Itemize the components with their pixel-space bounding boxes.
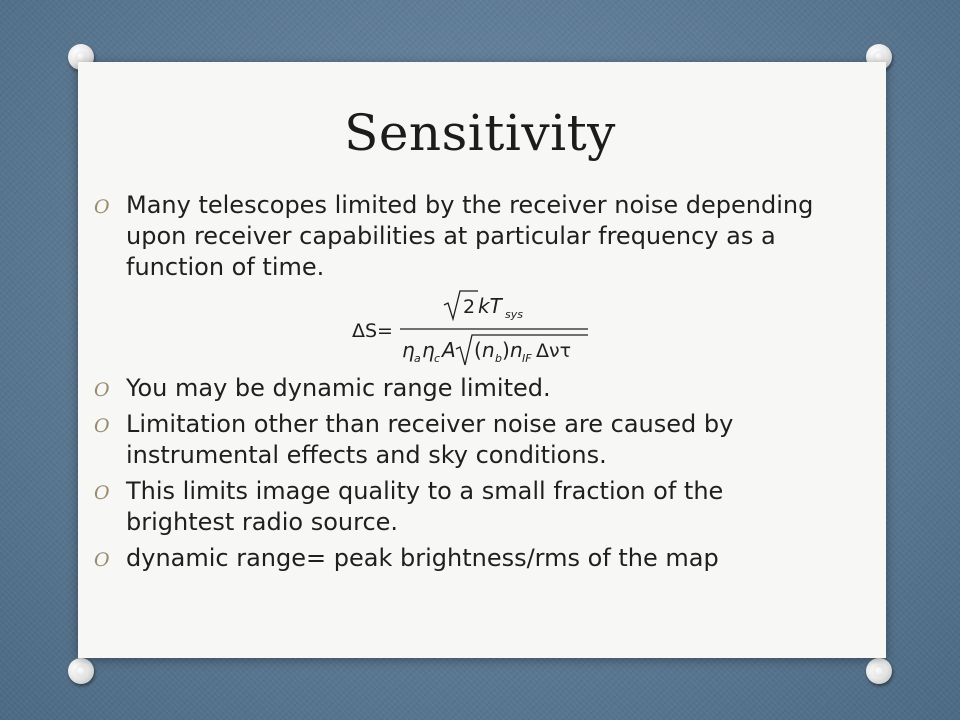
formula-eta-a: η	[402, 338, 415, 362]
formula-sub-a: a	[414, 352, 421, 365]
formula-paren-close: )	[502, 338, 510, 362]
slide-title: Sensitivity	[344, 104, 616, 162]
pushpin-bottom-left	[68, 658, 94, 684]
formula-num-factor: 2	[463, 296, 476, 318]
bullet-text: Many telescopes limited by the receiver noise depending upon receiver capabilities at particular frequency as a function of time.	[126, 191, 814, 281]
bullet-text: This limits image quality to a small fraction of the brightest radio source.	[126, 477, 724, 536]
bullet-item	[94, 409, 814, 471]
formula-num-kt: kT	[478, 294, 502, 318]
formula-n-b: n	[482, 338, 495, 362]
bullet-marker-icon: O	[94, 482, 110, 504]
sensitivity-formula	[350, 283, 814, 373]
formula-sub-b: b	[495, 352, 502, 365]
formula-eta-c: η	[422, 338, 435, 362]
bullet-text: Limitation other than receiver noise are caused by instrumental effects and sky conditions.	[126, 410, 734, 469]
formula-delta-nu-tau: Δντ	[536, 340, 572, 362]
bullet-marker-icon: O	[94, 196, 110, 218]
bullet-text: dynamic range= peak brightness/rms of the map	[126, 544, 719, 572]
bullet-item	[94, 476, 814, 538]
bullet-item	[94, 373, 814, 404]
formula-sub-if: IF	[522, 352, 532, 365]
bullet-item	[94, 543, 814, 574]
bullet-marker-icon: O	[94, 415, 110, 437]
formula-paren-open: (	[474, 338, 482, 362]
formula-sub-c: c	[434, 352, 441, 365]
bullet-marker-icon: O	[94, 379, 110, 401]
bullet-text: You may be dynamic range limited.	[126, 374, 551, 402]
formula-area: A	[442, 338, 456, 362]
bullet-item	[94, 190, 814, 283]
formula-num-sub: sys	[505, 308, 523, 321]
bullet-list	[94, 190, 814, 574]
formula-n-if: n	[510, 338, 523, 362]
formula-graphic	[350, 285, 600, 371]
pushpin-bottom-right	[866, 658, 892, 684]
formula-lhs: ΔS=	[352, 320, 393, 342]
bullet-marker-icon: O	[94, 549, 110, 571]
